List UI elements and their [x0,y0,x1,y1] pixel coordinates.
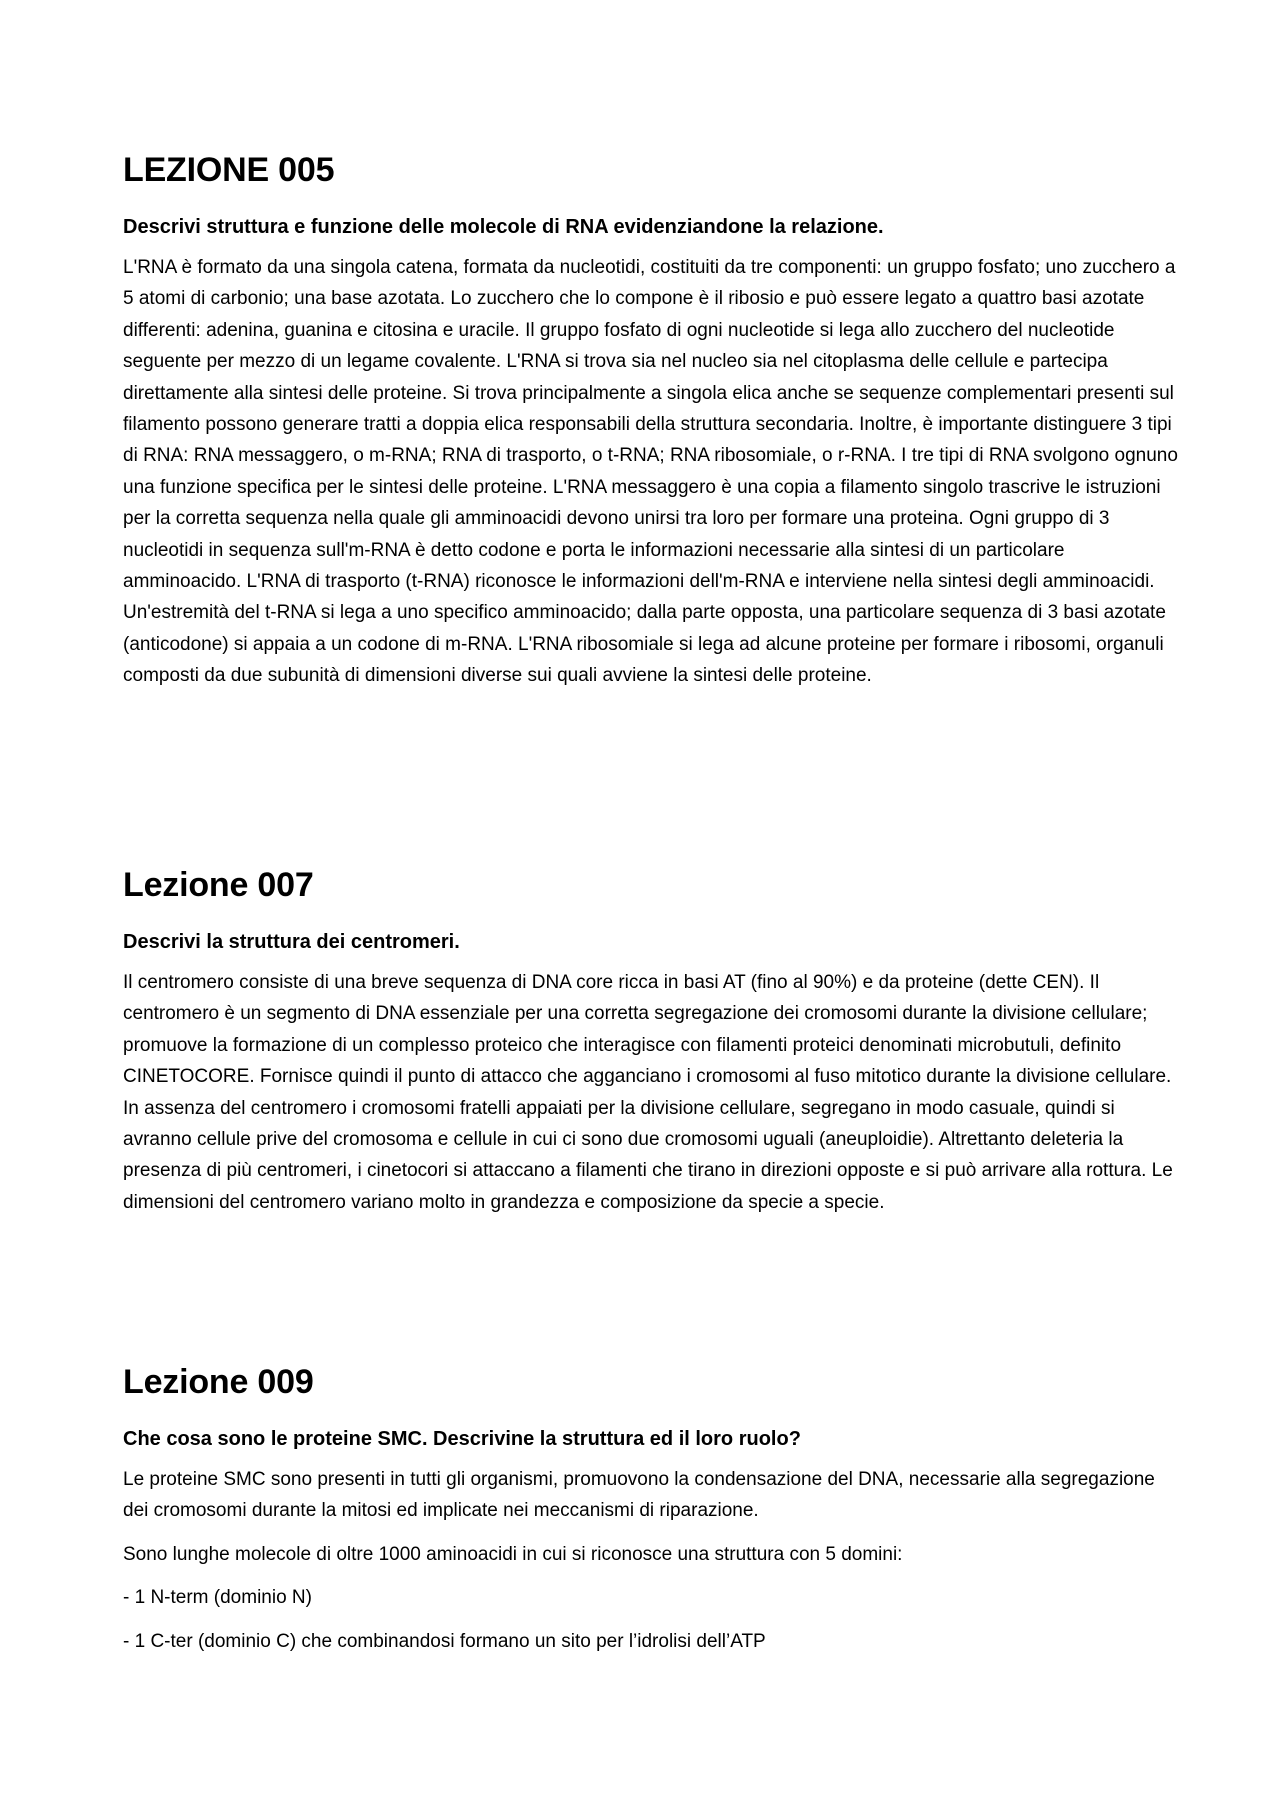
section-title: LEZIONE 005 [123,151,335,189]
section-lezione-005 [123,150,1178,865]
section-title: Lezione 009 [123,1363,314,1401]
list-item: - 1 C-ter (dominio C) che combinandosi formano un sito per l’idrolisi dell’ATP [123,1630,766,1652]
question-heading: Che cosa sono le proteine SMC. Descrivine la struttura ed il loro ruolo? [123,1428,801,1450]
section-lezione-007 [123,865,1178,1362]
document-page [123,150,1178,1669]
question-heading: Descrivi la struttura dei centromeri. [123,931,460,953]
section-title: Lezione 007 [123,866,314,904]
question-heading: Descrivi struttura e funzione delle molecole di RNA evidenziandone la relazione. [123,216,884,238]
paragraph: L'RNA è formato da una singola catena, formata da nucleotidi, costituiti da tre componenti: un gruppo fosfato; uno zucchero a 5 atomi di carbonio; una base azotata. Lo zucchero che lo compone è il ribosio e può essere legato a quattro basi azotate differenti: adenina, guanina e citosina e uracile. Il gruppo fosfato di ogni nucleotide si lega allo zucchero del nucleotide seguente per mezzo di un legame covalente. L'RNA si trova sia nel nucleo sia nel citoplasma delle cellule e partecipa direttamente alla sintesi delle proteine. Si trova principalmente a singola elica anche se sequenze complementari presenti sul filamento possono generare tratti a doppia elica responsabili della struttura secondaria. Inoltre, è importante distinguere 3 tipi di RNA: RNA messaggero, o m-RNA; RNA di trasporto, o t-RNA; RNA ribosomiale, o r-RNA. I tre tipi di RNA svolgono ognuno una funzione specifica per le sintesi delle proteine. L'RNA messaggero è una copia a filamento singolo trascrive le istruzioni per la corretta sequenza nella quale gli amminoacidi devono unirsi tra loro per formare una proteina. Ogni gruppo di 3 nucleotidi in sequenza sull'm-RNA è detto codone e porta le informazioni necessarie alla sintesi di un particolare amminoacido. L'RNA di trasporto (t-RNA) riconosce le informazioni dell'm-RNA e interviene nella sintesi degli amminoacidi. Un'estremità del t-RNA si lega a uno specifico amminoacido; dalla parte opposta, una particolare sequenza di 3 basi azotate (anticodone) si appaia a un codone di m-RNA. L'RNA ribosomiale si lega ad alcune proteine per formare i ribosomi, organuli composti da due subunità di dimensioni diverse sui quali avviene la sintesi delle proteine. [123,257,1178,687]
paragraph: Le proteine SMC sono presenti in tutti gli organismi, promuovono la condensazione del DNA, necessarie alla segregazione dei cromosomi durante la mitosi ed implicate nei meccanismi di riparazione. [123,1469,1155,1522]
list-item: - 1 N-term (dominio N) [123,1587,312,1609]
paragraph: Il centromero consiste di una breve sequenza di DNA core ricca in basi AT (fino al 90%) e da proteine (dette CEN). Il centromero è un segmento di DNA essenziale per una corretta segregazione dei cromosomi durante la divisione cellulare; promuove la formazione di un complesso proteico che interagisce con filamenti proteici denominati microbutuli, definito CINETOCORE. Fornisce quindi il punto di attacco che agganciano i cromosomi al fuso mitotico durante la divisione cellulare. In assenza del centromero i cromosomi fratelli appaiati per la divisione cellulare, segregano in modo casuale, quindi si avranno cellule prive del cromosoma e cellule in cui ci sono due cromosomi uguali (aneuploidie). Altrettanto deleteria la presenza di più centromeri, i cinetocori si attaccano a filamenti che tirano in direzioni opposte e si può arrivare alla rottura. Le dimensioni del centromero variano molto in grandezza e composizione da specie a specie. [123,972,1173,1213]
section-lezione-009 [123,1362,1178,1657]
paragraph: Sono lunghe molecole di oltre 1000 aminoacidi in cui si riconosce una struttura con 5 domini: [123,1543,903,1565]
